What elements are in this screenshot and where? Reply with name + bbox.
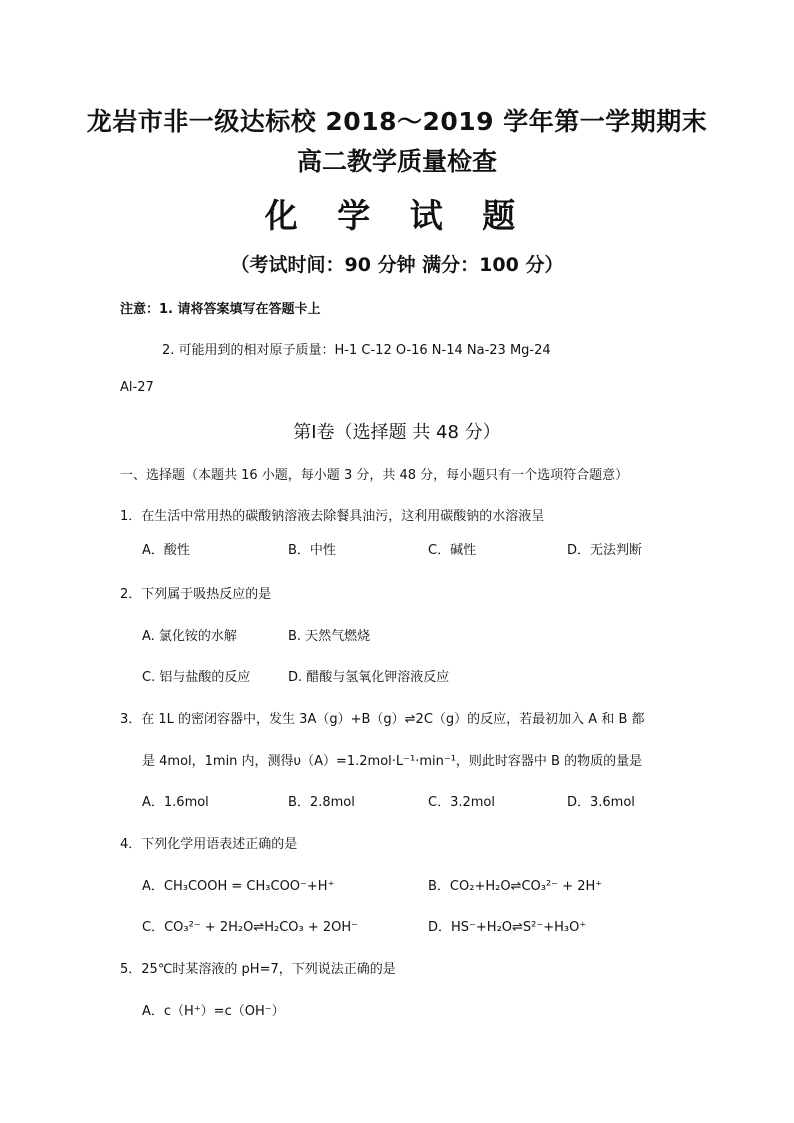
q1-option-a: A．酸性 — [142, 543, 190, 558]
q2-option-a: A. 氯化铵的水解 — [142, 629, 237, 644]
q3-option-a: A．1.6mol — [142, 795, 209, 810]
question-2-stem: 2．下列属于吸热反应的是 — [120, 587, 272, 602]
note-1 — [120, 298, 321, 317]
exam-title-line1: 龙岩市非一级达标校 2018～2019 学年第一学期期末 — [86, 107, 708, 136]
q5-option-a: A．c（H⁺）=c（OH⁻） — [142, 1004, 285, 1019]
exam-info: （考试时间：90 分钟 满分：100 分） — [230, 254, 564, 276]
q2-option-c: C. 铝与盐酸的反应 — [142, 670, 251, 685]
q1-option-c: C．碱性 — [428, 543, 477, 558]
q2-option-b: B. 天然气燃烧 — [288, 629, 371, 644]
question-5-stem: 5．25℃时某溶液的 pH=7，下列说法正确的是 — [120, 962, 396, 977]
q3-option-b: B．2.8mol — [288, 795, 355, 810]
q3-option-d: D．3.6mol — [567, 795, 635, 810]
q4-option-d: D．HS⁻+H₂O⇌S²⁻+H₃O⁺ — [428, 920, 587, 935]
section-instruction: 一、选择题（本题共 16 小题，每小题 3 分，共 48 分，每小题只有一个选项符合题意） — [120, 468, 629, 483]
q4-option-b: B．CO₂+H₂O⇌CO₃²⁻ + 2H⁺ — [428, 879, 603, 894]
question-1-stem: 1．在生活中常用热的碳酸钠溶液去除餐具油污，这利用碳酸钠的水溶液呈 — [120, 509, 545, 524]
question-3-stem-line1: 3．在 1L 的密闭容器中，发生 3A（g）+B（g）⇌2C（g）的反应，若最初加入 A 和 B 都 — [120, 712, 645, 727]
question-3-stem-line2: 是 4mol，1min 内，测得υ（A）=1.2mol·L⁻¹·min⁻¹，则此时容器中 B 的物质的量是 — [142, 754, 643, 769]
note-1-text: 1. 请将答案填写在答题卡上 — [159, 302, 321, 317]
q4-option-a: A．CH₃COOH = CH₃COO⁻+H⁺ — [142, 879, 335, 894]
question-4-stem: 4．下列化学用语表述正确的是 — [120, 837, 298, 852]
subject-title: 化 学 试 题 — [264, 196, 530, 235]
exam-title-line2: 高二教学质量检查 — [296, 147, 497, 176]
q2-option-d: D. 醋酸与氢氧化钾溶液反应 — [288, 670, 450, 685]
section-title: 第Ⅰ卷（选择题 共 48 分） — [293, 422, 501, 443]
note-2-line1: 2. 可能用到的相对原子质量：H-1 C-12 O-16 N-14 Na-23 Mg-24 — [162, 343, 551, 358]
q3-option-c: C．3.2mol — [428, 795, 495, 810]
note-2-line2: Al-27 — [120, 380, 154, 395]
q4-option-c: C．CO₃²⁻ + 2H₂O⇌H₂CO₃ + 2OH⁻ — [142, 920, 359, 935]
q1-option-d: D．无法判断 — [567, 543, 643, 558]
note-label: 注意： — [120, 302, 160, 317]
q1-option-b: B．中性 — [288, 543, 336, 558]
